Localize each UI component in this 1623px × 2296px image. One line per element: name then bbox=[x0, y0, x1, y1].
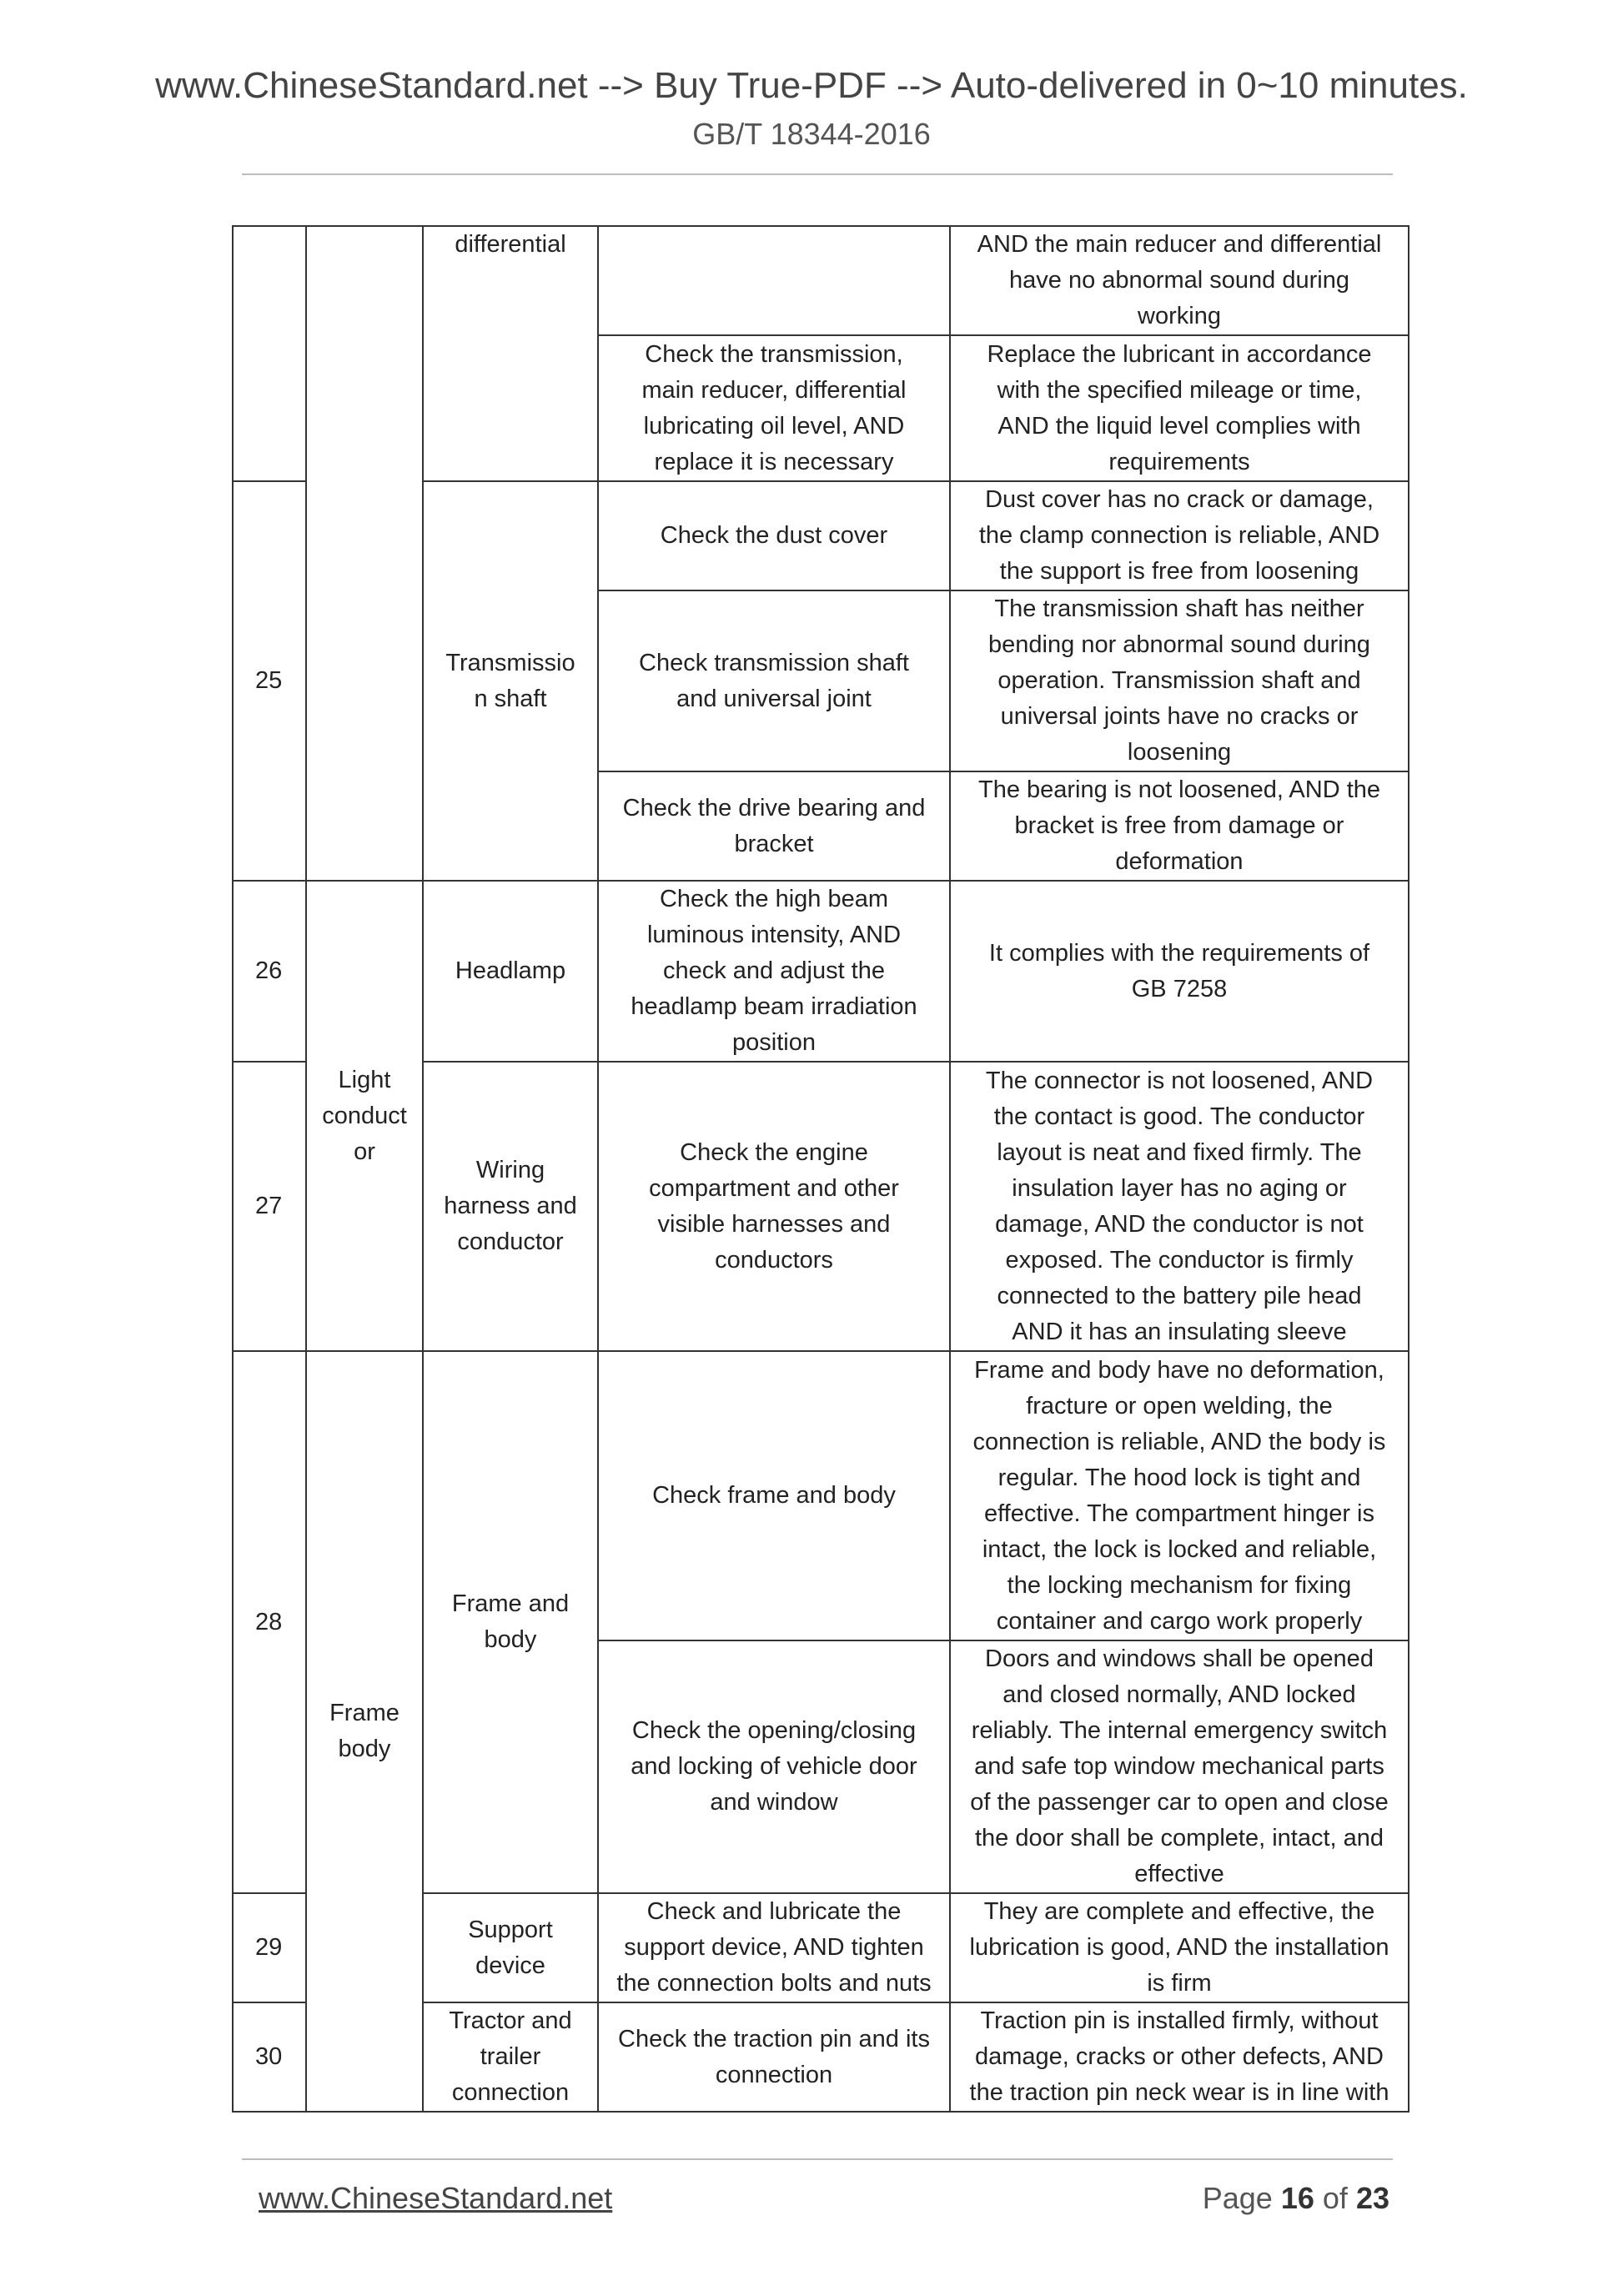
check-cell bbox=[598, 226, 950, 335]
criteria-cell: The bearing is not loosened, AND the bracket is free from damage or deformation bbox=[950, 771, 1409, 881]
page-label: Page bbox=[1202, 2181, 1273, 2215]
criteria-cell: Replace the lubricant in accordance with the specified mileage or time, AND the liquid level complies with requirements bbox=[950, 335, 1409, 481]
item-number-cell: 29 bbox=[233, 1893, 306, 2002]
item-number-cell: 28 bbox=[233, 1351, 306, 1893]
check-cell: Check and lubricate the support device, AND tighten the connection bolts and nuts bbox=[598, 1893, 950, 2002]
item-number-cell: 25 bbox=[233, 481, 306, 881]
check-cell: Check the transmission, main reducer, differential lubricating oil level, AND replace it is necessary bbox=[598, 335, 950, 481]
page-current: 16 bbox=[1280, 2181, 1314, 2215]
criteria-cell: AND the main reducer and differential have no abnormal sound during working bbox=[950, 226, 1409, 335]
footer-website-link[interactable]: www.ChineseStandard.net bbox=[259, 2181, 613, 2215]
footer-divider bbox=[242, 2158, 1393, 2160]
item-number-cell: 27 bbox=[233, 1062, 306, 1351]
criteria-cell: Traction pin is installed firmly, without damage, cracks or other defects, AND the traction pin neck wear is in line with bbox=[950, 2002, 1409, 2112]
check-cell: Check frame and body bbox=[598, 1351, 950, 1640]
criteria-cell: Doors and windows shall be opened and closed normally, AND locked reliably. The internal emergency switch and safe top window mechanical parts of the passenger car to open and close the door shall be complete, intact, and effective bbox=[950, 1640, 1409, 1893]
page-total: 23 bbox=[1355, 2181, 1389, 2215]
check-cell: Check the dust cover bbox=[598, 481, 950, 590]
part-cell: Headlamp bbox=[423, 881, 598, 1062]
standard-number: GB/T 18344-2016 bbox=[692, 117, 931, 151]
system-cell bbox=[306, 226, 423, 881]
item-number-cell: 26 bbox=[233, 881, 306, 1062]
maintenance-table bbox=[232, 225, 1409, 2113]
part-cell: Support device bbox=[423, 1893, 598, 2002]
check-cell: Check the traction pin and its connection bbox=[598, 2002, 950, 2112]
table-row bbox=[233, 1351, 1409, 1640]
part-cell: differential bbox=[423, 226, 598, 481]
table-row bbox=[233, 226, 1409, 335]
check-cell: Check transmission shaft and universal joint bbox=[598, 590, 950, 771]
part-cell: Transmissio n shaft bbox=[423, 481, 598, 881]
part-cell: Wiring harness and conductor bbox=[423, 1062, 598, 1351]
table-row bbox=[233, 881, 1409, 1062]
header-title: www.ChineseStandard.net --> Buy True-PDF --> Auto-delivered in 0~10 minutes. bbox=[155, 65, 1468, 106]
criteria-cell: The transmission shaft has neither bending nor abnormal sound during operation. Transmission shaft and universal joints have no cracks or loosening bbox=[950, 590, 1409, 771]
item-number-cell: 30 bbox=[233, 2002, 306, 2112]
criteria-cell: Dust cover has no crack or damage, the clamp connection is reliable, AND the support is free from loosening bbox=[950, 481, 1409, 590]
page-indicator bbox=[1203, 2181, 1389, 2216]
system-cell: Light conduct or bbox=[306, 881, 423, 1351]
check-cell: Check the high beam luminous intensity, AND check and adjust the headlamp beam irradiation position bbox=[598, 881, 950, 1062]
criteria-cell: The connector is not loosened, AND the contact is good. The conductor layout is neat and fixed firmly. The insulation layer has no aging or damage, AND the conductor is not exposed. The conductor is firmly connected to the battery pile head AND it has an insulating sleeve bbox=[950, 1062, 1409, 1351]
part-cell: Frame and body bbox=[423, 1351, 598, 1893]
item-number-cell bbox=[233, 226, 306, 481]
page-of: of bbox=[1322, 2181, 1348, 2215]
criteria-cell: Frame and body have no deformation, fracture or open welding, the connection is reliable, AND the body is regular. The hood lock is tight and effective. The compartment hinger is intact, the lock is locked and reliable, the locking mechanism for fixing container and cargo work properly bbox=[950, 1351, 1409, 1640]
criteria-cell: They are complete and effective, the lubrication is good, AND the installation is firm bbox=[950, 1893, 1409, 2002]
system-cell: Frame body bbox=[306, 1351, 423, 2112]
criteria-cell: It complies with the requirements of GB 7258 bbox=[950, 881, 1409, 1062]
part-cell: Tractor and trailer connection bbox=[423, 2002, 598, 2112]
check-cell: Check the opening/closing and locking of vehicle door and window bbox=[598, 1640, 950, 1893]
check-cell: Check the engine compartment and other visible harnesses and conductors bbox=[598, 1062, 950, 1351]
header-divider bbox=[242, 173, 1393, 175]
check-cell: Check the drive bearing and bracket bbox=[598, 771, 950, 881]
